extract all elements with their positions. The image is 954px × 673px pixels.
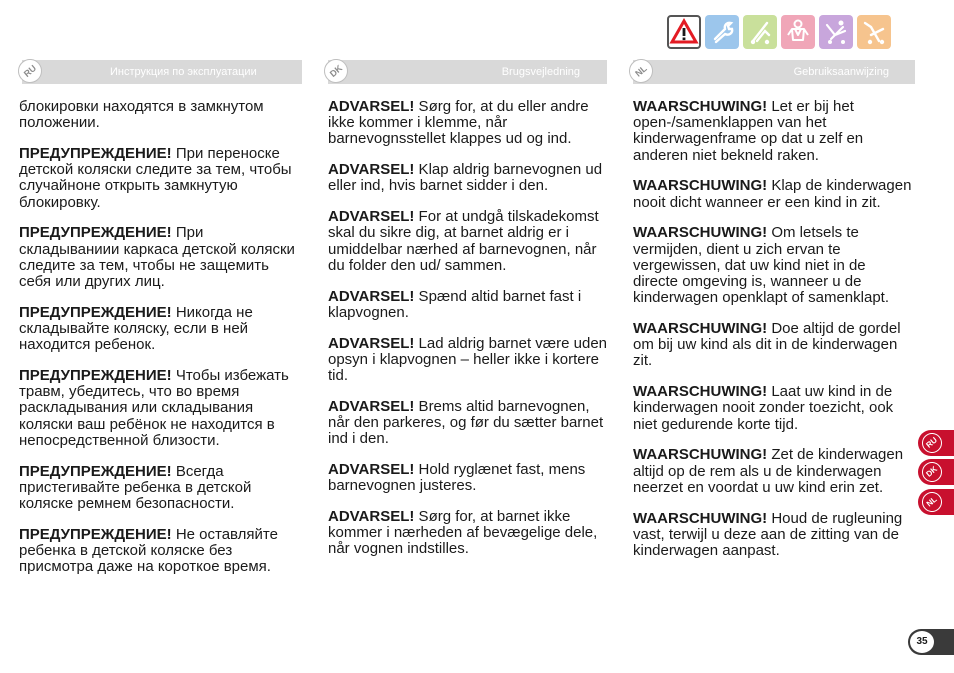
column-nl (633, 99, 913, 574)
warning-paragraph (633, 178, 913, 210)
warning-label: ADVARSEL! (328, 208, 415, 226)
paragraph-text: Brems altid barnevognen, når den parkeres, og før du sætter barnet ind i den. (328, 397, 604, 448)
warning-paragraph (633, 384, 913, 433)
paragraph-text: Sørg for, at du eller andre ikke kommer i klemme, når barnevognsstellet klappes ud og ind. (328, 98, 589, 148)
paragraph-text: Laat uw kind in de kinderwagen nooit zonder toezicht, ook niet gedurende korte tijd. (633, 383, 894, 433)
column-header-dk (328, 60, 607, 84)
warning-paragraph (19, 225, 305, 290)
paragraph-text: При складываниии каркаса детской коляски следите за тем, чтобы не защемить себя или других лиц. (19, 224, 295, 291)
stroller-push-icon (857, 15, 891, 49)
column-header-ru (22, 60, 302, 84)
warning-label: ПРЕДУПРЕЖДЕНИЕ! (19, 303, 172, 321)
warning-paragraph (19, 305, 305, 354)
warning-paragraph (328, 99, 611, 148)
warning-paragraph (633, 99, 913, 164)
warning-paragraph (328, 462, 611, 494)
warning-paragraph (328, 399, 611, 448)
icon-strip (667, 15, 891, 49)
warning-label: WAARSCHUWING! (633, 509, 768, 527)
paragraph-text: блокировки находятся в замкнутом положении. (19, 98, 264, 132)
warning-paragraph (328, 209, 611, 274)
warning-label: ADVARSEL! (328, 508, 415, 526)
warning-label: ADVARSEL! (328, 334, 415, 352)
language-badge: NL (624, 54, 658, 88)
warning-label: ADVARSEL! (328, 287, 415, 305)
paragraph-text: Houd de rugleuning vast, terwijl u deze aan de zitting van de kinderwagen aanpast. (633, 509, 903, 560)
warning-label: WAARSCHUWING! (633, 320, 768, 338)
warning-icon (667, 15, 701, 49)
language-badge: RU (13, 54, 47, 88)
paragraph-text: Klap aldrig barnevognen ud eller ind, hvis barnet sidder i den. (328, 161, 603, 195)
warning-paragraph (633, 225, 913, 306)
stroller-seat-icon (819, 15, 853, 49)
warning-paragraph (19, 146, 305, 211)
paragraph-text: Zet de kinderwagen altijd op de rem als u de kinderwagen neerzet en voordat u uw kind erin zet. (633, 446, 904, 496)
warning-label: ADVARSEL! (328, 98, 415, 115)
page-number-tab (908, 629, 954, 655)
warning-label: ПРЕДУПРЕЖДЕНИЕ! (19, 462, 172, 480)
warning-paragraph (19, 368, 305, 449)
paragraph-text: Om letsels te vermijden, dient u zich ervan te vergewissen, dat uw kind niet in de directe omgeving is, wanneer u de kinderwagen openklapt of samenklapt. (633, 224, 889, 307)
language-tab-label: NL (918, 488, 946, 516)
warning-label: WAARSCHUWING! (633, 98, 768, 115)
warning-label: ПРЕДУПРЕЖДЕНИЕ! (19, 367, 172, 385)
column-header-nl (633, 60, 915, 84)
column-header-title: Brugsvejledning (501, 66, 580, 78)
column-ru (19, 99, 305, 590)
language-badge: DK (319, 54, 353, 88)
warning-label: WAARSCHUWING! (633, 383, 768, 401)
warning-paragraph (19, 464, 305, 513)
stroller-fold-icon (743, 15, 777, 49)
warning-label: WAARSCHUWING! (633, 446, 768, 464)
page-number: 35 (910, 631, 934, 653)
paragraph-text: Lad aldrig barnet være uden opsyn i klapvognen – heller ikke i kortere tid. (328, 334, 608, 385)
warning-label: WAARSCHUWING! (633, 177, 768, 195)
paragraph-text: For at undgå tilskadekomst skal du sikre dig, at barnet aldrig er i umiddelbar nærhed af barnevognen, når du folder den ud/ sammen. (328, 208, 599, 274)
warning-paragraph (328, 509, 611, 558)
paragraph-text: Sørg for, at barnet ikke kommer i nærheden af bevægelige dele, når vognen indstilles. (328, 508, 598, 558)
language-tab-dk[interactable] (918, 459, 954, 485)
warning-paragraph (633, 321, 913, 370)
warning-paragraph (19, 527, 305, 576)
warning-label: ADVARSEL! (328, 161, 415, 179)
warning-paragraph (328, 162, 611, 194)
language-tab-ru[interactable] (918, 430, 954, 456)
warning-label: ПРЕДУПРЕЖДЕНИЕ! (19, 145, 172, 162)
paragraph-text: При переноске детской коляски следите за тем, чтобы случайноне открыть замкнутую блокировку. (19, 145, 292, 211)
wrench-icon (705, 15, 739, 49)
child-harness-icon (781, 15, 815, 49)
language-tab-label: DK (918, 458, 946, 486)
paragraph-text: Не оставляйте ребенка в детской коляске без присмотра даже на короткое время. (19, 525, 278, 576)
paragraph (19, 99, 305, 131)
warning-label: WAARSCHUWING! (633, 224, 768, 242)
warning-label: ПРЕДУПРЕЖДЕНИЕ! (19, 525, 172, 543)
paragraph-text: Spænd altid barnet fast i klapvognen. (328, 287, 582, 321)
column-header-title: Gebruiksaanwijzing (793, 66, 889, 78)
warning-paragraph (328, 289, 611, 321)
paragraph-text: Никогда не складывайте коляску, если в ней находится ребенок. (19, 303, 253, 354)
warning-label: ADVARSEL! (328, 461, 415, 479)
paragraph-text: Чтобы избежать травм, убедитесь, что во время раскладывания или складывания коляски ваш ребёнок не находится в непосредственной близости. (19, 367, 289, 449)
paragraph-text: Hold ryglænet fast, mens barnevognen justeres. (328, 461, 586, 495)
language-tab-label: RU (918, 429, 946, 457)
language-tab-nl[interactable] (918, 489, 954, 515)
paragraph-text: Doe altijd de gordel om bij uw kind als dit in de kinderwagen zit. (633, 320, 901, 370)
column-header-title: Инструкция по эксплуатации (110, 66, 257, 78)
column-dk (328, 99, 611, 572)
warning-label: ПРЕДУПРЕЖДЕНИЕ! (19, 224, 172, 242)
paragraph-text: Всегда пристегивайте ребенка в детской коляске ремнем безопасности. (19, 462, 252, 513)
warning-label: ADVARSEL! (328, 397, 415, 415)
warning-paragraph (328, 336, 611, 385)
warning-paragraph (633, 447, 913, 496)
paragraph-text: Klap de kinderwagen nooit dicht wanneer er een kind in zit. (633, 177, 912, 211)
warning-paragraph (633, 511, 913, 560)
paragraph-text: Let er bij het open-/samenklappen van het kinderwagenframe op dat u zelf en anderen niet bekneld raken. (633, 98, 864, 164)
